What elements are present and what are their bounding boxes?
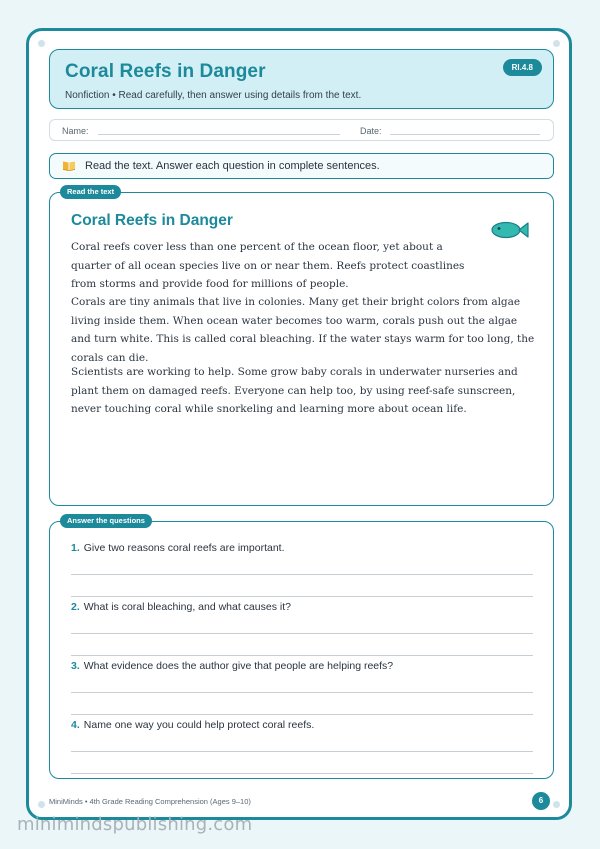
fish-icon [490,219,530,241]
answer-line[interactable] [71,714,533,715]
question-text: What is coral bleaching, and what causes it? [83,601,291,613]
worksheet-page [26,28,572,820]
reading-paragraph-2 [71,293,534,367]
open-book-icon [62,160,76,171]
corner-dot [553,40,560,47]
standard-badge: RI.4.8 [503,59,542,76]
date-field[interactable] [390,134,540,135]
paragraph-line: and turn white. This is called coral bleaching. If the water stays warm for too long, the [71,333,535,345]
question-text: What evidence does the author give that people are helping reefs? [83,660,394,672]
question-4 [71,719,314,731]
reading-title: Coral Reefs in Danger [71,212,233,229]
answer-line[interactable] [71,633,533,634]
paragraph-line: never touching coral while snorkeling and learning more about ocean life. [71,403,467,415]
answer-line[interactable] [71,773,533,774]
reading-paragraph-1 [71,238,464,294]
reading-paragraph-3 [71,363,518,419]
corner-dot [38,40,45,47]
paragraph-line: Scientists are working to help. Some grow baby corals in underwater nurseries and [71,366,518,378]
question-number: 2. [71,601,80,613]
corner-dot [553,801,560,808]
name-date-bar [49,119,554,141]
instructions-box [49,153,554,179]
name-field[interactable] [98,134,340,135]
question-number: 4. [71,719,80,731]
paragraph-line: quarter of all ocean species live on or near them. Reefs protect coastlines [71,259,465,272]
page-number-badge: 6 [532,792,550,810]
page-title: Coral Reefs in Danger [65,61,266,82]
corner-dot [38,801,45,808]
paragraph-line: Corals are tiny animals that live in colonies. Many get their bright colors from algae [71,296,521,308]
answer-line[interactable] [71,596,533,597]
date-label: Date: [360,126,382,136]
paragraph-line: plant them on damaged reefs. Everyone can help too, by using reef-safe sunscreen, [71,384,516,397]
instructions-text: Read the text. Answer each question in complete sentences. [85,160,380,172]
answer-line[interactable] [71,655,533,656]
answer-line[interactable] [71,751,533,752]
watermark-text: minimindspublishing.com [17,814,253,835]
question-2 [71,601,291,613]
reading-tag: Read the text [60,185,121,199]
page-subtitle: Nonfiction • Read carefully, then answer using details from the text. [65,90,362,101]
questions-panel [49,516,554,779]
question-text: Name one way you could help protect coral reefs. [83,719,315,731]
paragraph-line: corals can die. [71,351,149,364]
footer-credit: MiniMinds • 4th Grade Reading Comprehension (Ages 9–10) [49,797,251,806]
answer-line[interactable] [71,692,533,693]
paragraph-line: Coral reefs cover less than one percent of the ocean floor, yet about a [71,241,443,253]
answer-line[interactable] [71,574,533,575]
question-1 [71,542,285,554]
name-label: Name: [62,126,89,136]
question-text: Give two reasons coral reefs are important. [83,542,285,554]
question-3 [71,660,393,672]
paragraph-line: living inside them. When ocean water becomes too warm, corals push out the algae [71,314,518,327]
question-number: 3. [71,660,80,672]
worksheet-header [49,49,554,109]
reading-panel [49,187,554,506]
paragraph-line: from storms and provide food for millions of people. [71,278,349,290]
question-number: 1. [71,542,80,554]
questions-tag: Answer the questions [60,514,152,528]
